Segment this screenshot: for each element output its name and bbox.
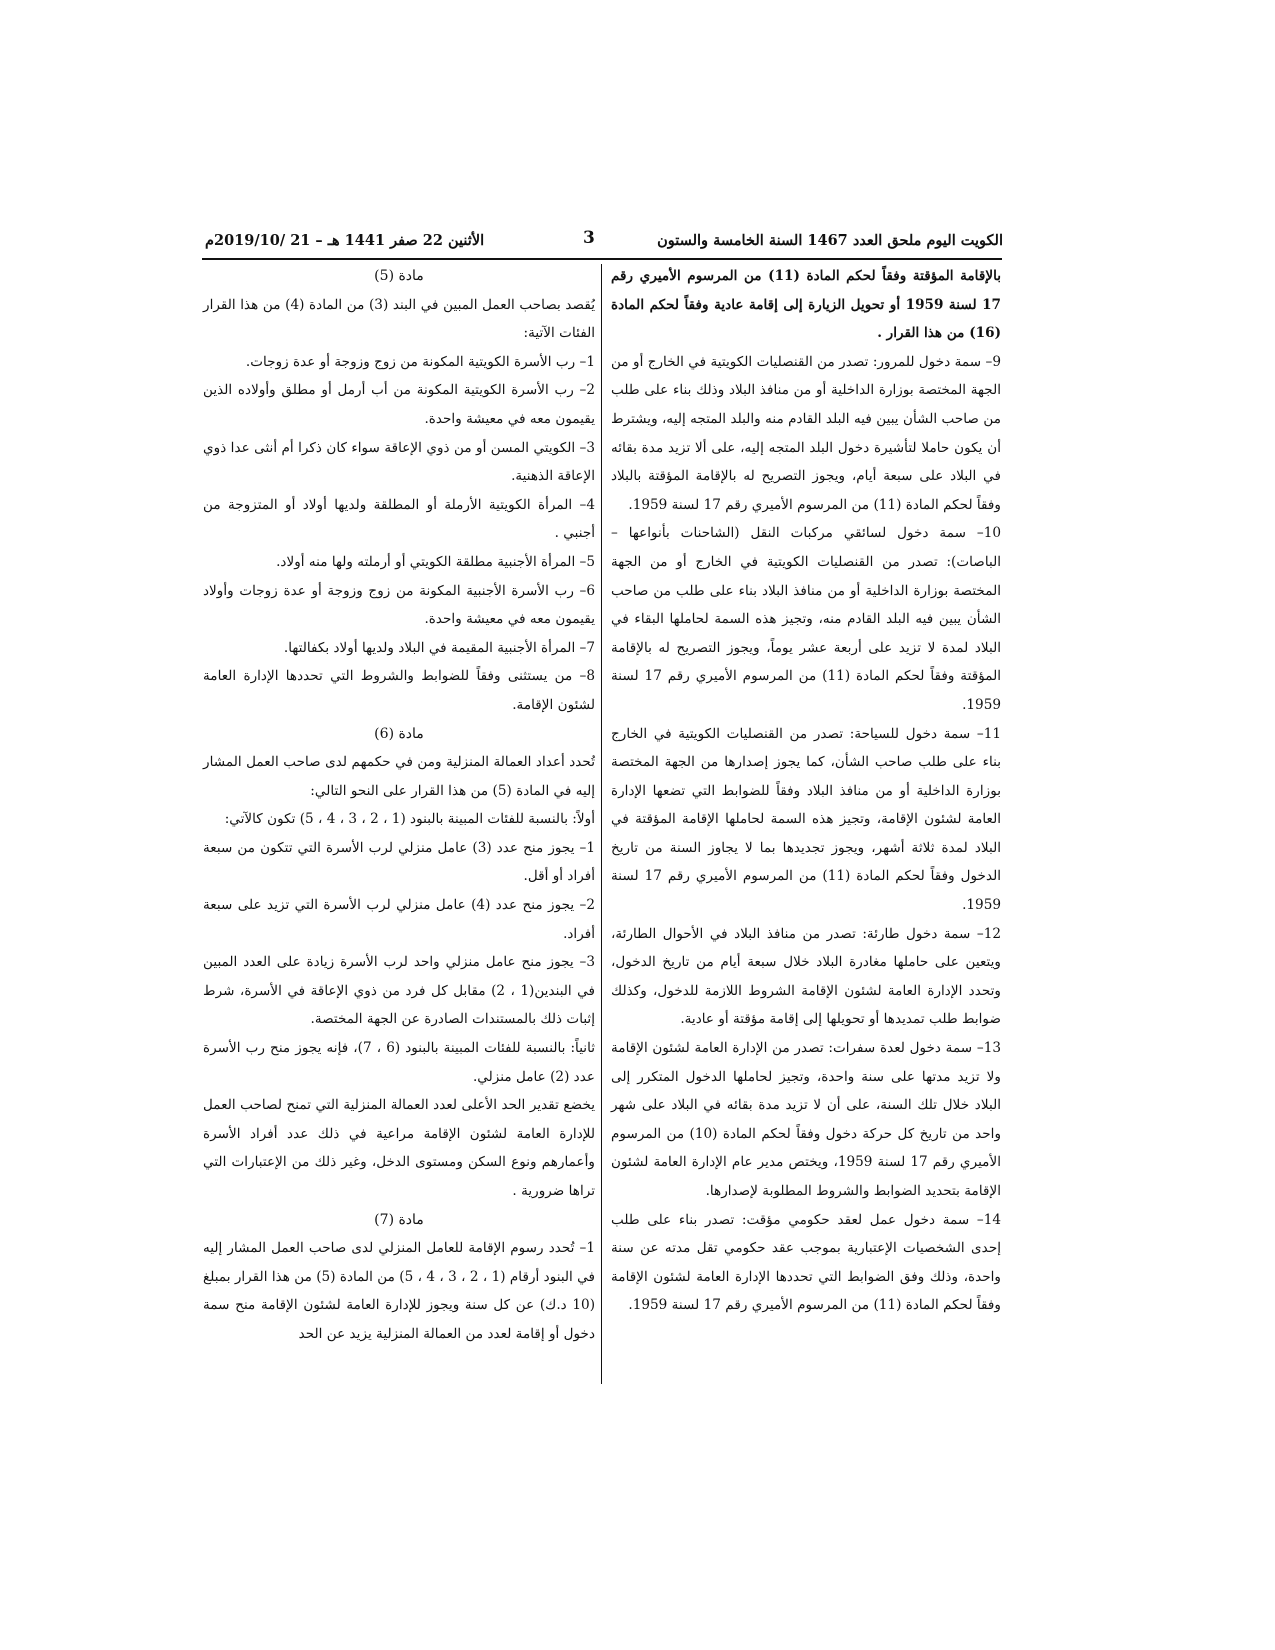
- paragraph: 13– سمة دخول لعدة سفرات: تصدر من الإدارة العامة لشئون الإقامة ولا تزيد مدتها على سنة واحدة، وتجيز لحاملها الدخول المتكرر إلى البلاد خلال تلك السنة، على أن لا تزيد مدة بقائه في البلاد على شهر واحد من تاريخ كل حركة دخول وفقاً لحكم المادة (10) من المرسوم الأميري رقم 17 لسنة 1959، ويختص مدير عام الإدارة العامة لشئون الإقامة بتحديد الضوابط والشروط المطلوبة لإصدارها.: [611, 1040, 1002, 1199]
- paragraph: ثانياً: بالنسبة للفئات المبينة بالبنود (6 ، 7)، فإنه يجوز منح رب الأسرة عدد (2) عامل منزلي.: [203, 1040, 596, 1085]
- article-heading: مادة (6): [374, 725, 424, 742]
- header-date: الأثنين 22 صفر 1441 هـ – 21 /2019/10م: [205, 232, 485, 249]
- paragraph: 9– سمة دخول للمرور: تصدر من القنصليات الكويتية في الخارج أو من الجهة المختصة بوزارة الداخلية أو من منافذ البلاد وذلك بناء على طلب من صاحب الشأن يبين فيه البلد القادم منه والبلد المتجه إليه، ويشترط أن يكون حاملا لتأشيرة دخول البلد المتجه إليه، على ألا تزيد مدة بقائه في البلاد على سبعة أيام، ويجوز التصريح له بالإقامة المؤقتة بالبلاد وفقاً لحكم المادة (11) من المرسوم الأميري رقم 17 لسنة 1959.: [611, 353, 1001, 513]
- left-column: [203, 262, 595, 1349]
- paragraph: 14– سمة دخول عمل لعقد حكومي مؤقت: تصدر بناء على طلب إحدى الشخصيات الإعتبارية بموجب عقد حكومي تقل مدته عن سنة واحدة، وذلك وفق الضوابط التي تحددها الإدارة العامة لشئون الإقامة وفقاً لحكم المادة (11) من المرسوم الأميري رقم 17 لسنة 1959.: [611, 1211, 1001, 1314]
- page-header: [205, 228, 1003, 254]
- paragraph: 3– الكويتي المسن أو من ذوي الإعاقة سواء كان ذكرا أم أنثى عدا ذوي الإعاقة الذهنية.: [203, 439, 595, 485]
- column-divider: [601, 264, 602, 1384]
- paragraph: 7– المرأة الأجنبية المقيمة في البلاد ولديها أولاد بكفالتها.: [283, 639, 595, 656]
- paragraph: 10– سمة دخول لسائقي مركبات النقل (الشاحنات بأنواعها – الباصات): تصدر من القنصليات الكويتية في الخارج أو من الجهة المختصة بوزارة الداخلية أو من منافذ البلاد بناء على طلب من صاحب الشأن يبين فيه البلد القادم منه، وتجيز هذه السمة لحاملها البقاء في البلاد لمدة لا تزيد على أربعة عشر يوماً، ويجوز التصريح له بالإقامة المؤقتة وفقاً لحكم المادة (11) من المرسوم الأميري رقم 17 لسنة 1959.: [611, 525, 1001, 713]
- paragraph: 8– من يستثنى وفقاً للضوابط والشروط التي تحددها الإدارة العامة لشئون الإقامة.: [203, 668, 595, 713]
- paragraph: 4– المرأة الكويتية الأرملة أو المطلقة ولديها أولاد أو المتزوجة من أجنبي .: [203, 496, 595, 542]
- paragraph: يخضع تقدير الحد الأعلى لعدد العمالة المنزلية التي تمنح لصاحب العمل للإدارة العامة لشئون الإقامة مراعية في ذلك عدد أفراد الأسرة وأعمارهم ونوع السكن ومستوى الدخل، وغير ذلك من الإعتبارات التي تراها ضرورية .: [203, 1097, 595, 1199]
- paragraph: بالإقامة المؤقتة وفقاً لحكم المادة (11) من المرسوم الأميري رقم 17 لسنة 1959 أو تحويل الزيارة إلى إقامة عادية وفقاً لحكم المادة (16) من هذا القرار .: [611, 268, 1001, 342]
- paragraph: 6– رب الأسرة الأجنبية المكونة من زوج وزوجة أو عدة زوجات وأولاد يقيمون معه في معيشة واحدة.: [203, 582, 595, 628]
- article-heading: مادة (7): [374, 1211, 424, 1228]
- paragraph: 1– رب الأسرة الكويتية المكونة من زوج وزوجة أو عدة زوجات.: [245, 353, 595, 370]
- header-issue-info: الكويت اليوم ملحق العدد 1467 السنة الخامسة والستون: [657, 232, 1003, 249]
- paragraph: 3– يجوز منح عامل منزلي واحد لرب الأسرة زيادة على العدد المبين في البندين(1 ، 2) مقابل كل فرد من ذوي الإعاقة في الأسرة، شرط إثبات ذلك بالمستندات الصادرة عن الجهة المختصة.: [203, 954, 596, 1028]
- paragraph: 5– المرأة الأجنبية مطلقة الكويتي أو أرملته ولها منه أولاد.: [276, 553, 595, 570]
- paragraph: يُقصد بصاحب العمل المبين في البند (3) من المادة (4) من هذا القرار الفئات الآتية:: [203, 296, 595, 342]
- paragraph: 12– سمة دخول طارئة: تصدر من منافذ البلاد في الأحوال الطارئة، ويتعين على حاملها مغادرة البلاد خلال سبعة أيام من تاريخ الدخول، وتحدد الإدارة العامة لشئون الإقامة الشروط اللازمة للدخول، وكذلك ضوابط طلب تمديدها أو تحويلها إلى إقامة مؤقتة أو عادية.: [611, 925, 1001, 1028]
- paragraph: 11– سمة دخول للسياحة: تصدر من القنصليات الكويتية في الخارج بناء على طلب صاحب الشأن، كما يجوز إصدارها من الجهة المختصة بوزارة الداخلية أو من منافذ البلاد وفقاً للضوابط التي تضعها الإدارة العامة لشئون الإقامة، وتجيز هذه السمة لحاملها الإقامة المؤقتة في البلاد لمدة ثلاثة أشهر، ويجوز تجديدها بما لا يجاوز السنة من تاريخ الدخول وفقاً لحكم المادة (11) من المرسوم الأميري رقم 17 لسنة 1959.: [611, 725, 1002, 914]
- article-heading: مادة (5): [374, 268, 424, 284]
- paragraph: 2– يجوز منح عدد (4) عامل منزلي لرب الأسرة التي تزيد على سبعة أفراد.: [203, 897, 595, 942]
- paragraph: تُحدد أعداد العمالة المنزلية ومن في حكمهم لدى صاحب العمل المشار إليه في المادة (5) من هذا القرار على النحو التالي:: [203, 754, 595, 799]
- paragraph: 1– تُحدد رسوم الإقامة للعامل المنزلي لدى صاحب العمل المشار إليه في البنود أرقام (1 ، 2 ، 3 ، 4 ، 5) من المادة (5) من هذا القرار بمبلغ (10 د.ك) عن كل سنة ويجوز للإدارة العامة لشئون الإقامة منح سمة دخول أو إقامة لعدد من العمالة المنزلية يزيد عن الحد: [203, 1240, 596, 1342]
- right-column: [611, 262, 1001, 1320]
- page-number: 3: [583, 228, 595, 248]
- paragraph: 1– يجوز منح عدد (3) عامل منزلي لرب الأسرة التي تتكون من سبعة أفراد أو أقل.: [203, 839, 595, 885]
- header-rule: [202, 258, 1002, 260]
- paragraph: 2– رب الأسرة الكويتية المكونة من أب أرمل أو مطلق وأولاده الذين يقيمون معه في معيشة واحدة.: [203, 382, 595, 427]
- paragraph: أولاً: بالنسبة للفئات المبينة بالبنود (1 ، 2 ، 3 ، 4 ، 5) تكون كالآتي:: [224, 811, 595, 828]
